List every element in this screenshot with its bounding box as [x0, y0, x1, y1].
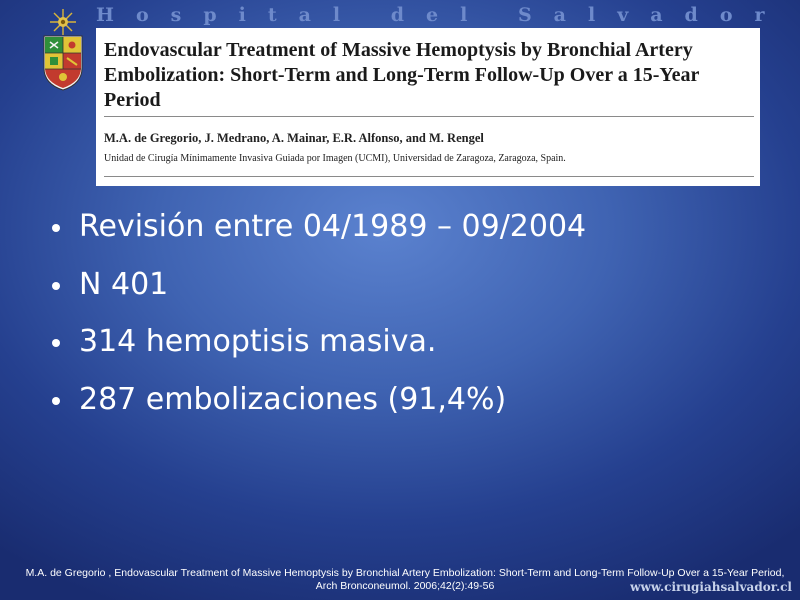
- bullet-dot-icon: [52, 224, 60, 232]
- bullet-text: N 401: [79, 266, 169, 302]
- footer-website: www.cirugiahsalvador.cl: [630, 580, 792, 594]
- hospital-name-heading: Hospital del Salvador: [96, 4, 787, 26]
- paper-header-image: [96, 28, 760, 186]
- paper-title: Endovascular Treatment of Massive Hemoptysis by Bronchial Artery Embolization: Short-Term and Long-Term Follow-Up Over a 15-Year Period: [104, 39, 699, 111]
- bullet-text: Revisión entre 04/1989 – 09/2004: [79, 209, 587, 244]
- bullet-item: [48, 319, 586, 377]
- bullet-dot-icon: [52, 339, 60, 347]
- paper-divider: [104, 176, 754, 177]
- footer-citation: M.A. de Gregorio , Endovascular Treatment of Massive Hemoptysis by Bronchial Artery Embolization: Short-Term and Long-Term Follow-Up Over a 15-Year Period, Arch Bronconeumol. 2006;42(2):49-56: [25, 567, 785, 592]
- bullet-item: [48, 204, 586, 262]
- bullet-text: 314 hemoptisis masiva.: [79, 324, 437, 359]
- bullet-item: [48, 377, 586, 435]
- paper-affiliation: Unidad de Cirugía Mínimamente Invasiva Guiada por Imagen (UCMI), Universidad de Zaragoza, Zaragoza, Spain.: [104, 153, 566, 164]
- bullet-item: [48, 262, 586, 320]
- paper-authors: M.A. de Gregorio, J. Medrano, A. Mainar, E.R. Alfonso, and M. Rengel: [104, 131, 484, 145]
- bullet-text: 287 embolizaciones (91,4%): [79, 381, 507, 417]
- university-shield-icon: [40, 8, 86, 92]
- bullet-dot-icon: [52, 397, 60, 405]
- bullet-list: [48, 204, 586, 434]
- bullet-dot-icon: [52, 282, 60, 290]
- paper-divider: [104, 116, 754, 117]
